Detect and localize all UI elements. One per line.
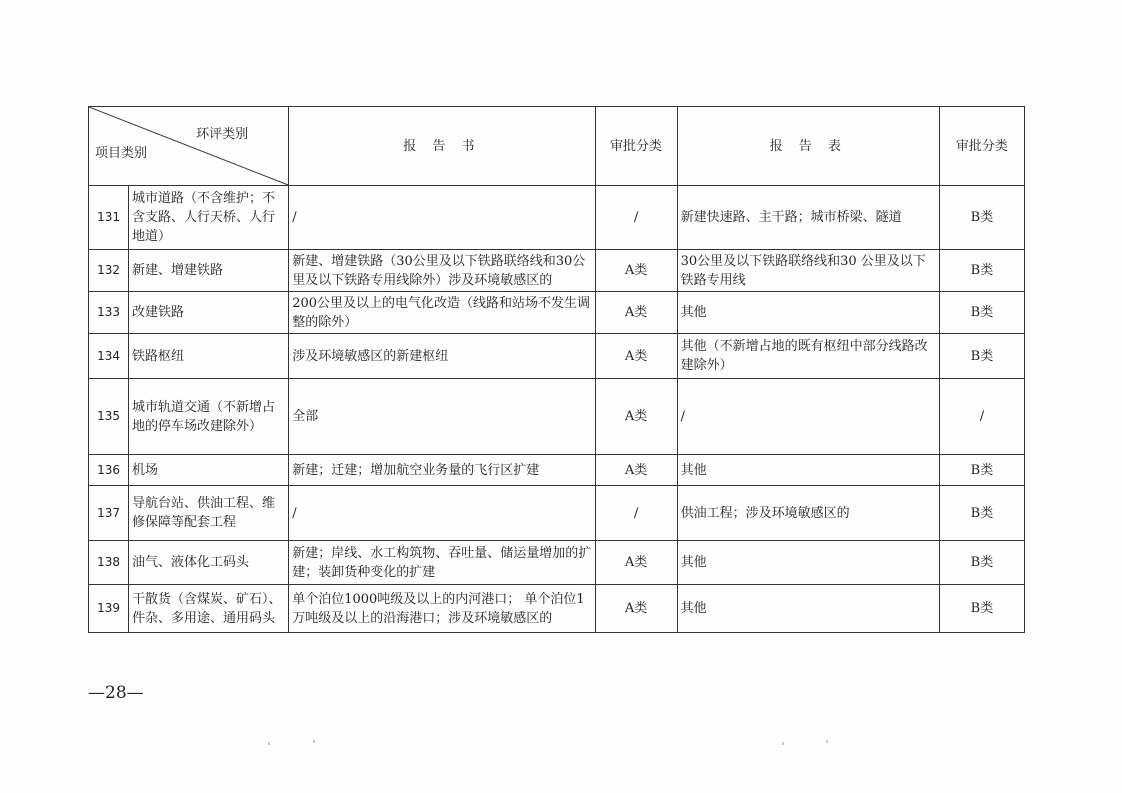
table-row	[89, 541, 1025, 585]
row-number: 139	[89, 585, 129, 633]
table-row	[89, 486, 1025, 541]
approval-class-2-cell: B类	[939, 250, 1024, 292]
scan-speck	[268, 742, 270, 745]
report-form-cell: 供油工程；涉及环境敏感区的	[677, 486, 939, 541]
approval-class-1-cell: A类	[595, 334, 677, 379]
header-report-form: 报 告 表	[677, 107, 939, 186]
environmental-category-table	[88, 106, 1025, 633]
report-book-cell: 全部	[289, 379, 595, 455]
report-form-cell: 30公里及以下铁路联络线和30 公里及以下铁路专用线	[677, 250, 939, 292]
row-number: 135	[89, 379, 129, 455]
row-number: 133	[89, 292, 129, 334]
header-eia-category: 环评类别	[196, 127, 249, 142]
project-category-cell: 城市轨道交通（不新增占地的停车场改建除外）	[129, 379, 289, 455]
header-approval-class-1: 审批分类	[595, 107, 677, 186]
approval-class-2-cell: B类	[939, 486, 1024, 541]
approval-class-2-cell: B类	[939, 334, 1024, 379]
page-number: —28—	[88, 683, 144, 703]
approval-class-1-cell: /	[595, 186, 677, 250]
report-book-cell: 涉及环境敏感区的新建枢纽	[289, 334, 595, 379]
report-form-cell: 其他	[677, 585, 939, 633]
scan-speck	[782, 742, 784, 745]
table-row	[89, 455, 1025, 486]
report-form-cell: 其他（不新增占地的既有枢纽中部分线路改建除外）	[677, 334, 939, 379]
report-form-cell: 新建快速路、主干路；城市桥梁、隧道	[677, 186, 939, 250]
report-book-cell: 新建；迁建；增加航空业务量的飞行区扩建	[289, 455, 595, 486]
header-project-category: 项目类别	[95, 146, 148, 161]
table-row	[89, 292, 1025, 334]
header-report-book: 报 告 书	[289, 107, 595, 186]
row-number: 137	[89, 486, 129, 541]
diagonal-header-cell	[89, 107, 289, 186]
approval-class-1-cell: A类	[595, 455, 677, 486]
project-category-cell: 新建、增建铁路	[129, 250, 289, 292]
approval-class-1-cell: A类	[595, 379, 677, 455]
report-form-cell: 其他	[677, 541, 939, 585]
approval-class-1-cell: A类	[595, 250, 677, 292]
table-row	[89, 334, 1025, 379]
scan-speck	[826, 740, 828, 743]
approval-class-2-cell: B类	[939, 585, 1024, 633]
row-number: 136	[89, 455, 129, 486]
project-category-cell: 城市道路（不含维护；不含支路、人行天桥、人行地道）	[129, 186, 289, 250]
scan-speck	[313, 740, 315, 743]
project-category-cell: 油气、液体化工码头	[129, 541, 289, 585]
row-number: 131	[89, 186, 129, 250]
approval-class-2-cell: B类	[939, 292, 1024, 334]
project-category-cell: 干散货（含煤炭、矿石）、件杂、多用途、通用码头	[129, 585, 289, 633]
row-number: 134	[89, 334, 129, 379]
approval-class-1-cell: A类	[595, 585, 677, 633]
table-row	[89, 250, 1025, 292]
report-book-cell: 单个泊位1000吨级及以上的内河港口； 单个泊位1万吨级及以上的沿海港口；涉及环境敏感区的	[289, 585, 595, 633]
report-form-cell: 其他	[677, 292, 939, 334]
approval-class-1-cell: A类	[595, 541, 677, 585]
project-category-cell: 铁路枢纽	[129, 334, 289, 379]
report-form-cell: /	[677, 379, 939, 455]
report-book-cell: 新建；岸线、水工构筑物、吞吐量、储运量增加的扩建；装卸货种变化的扩建	[289, 541, 595, 585]
row-number: 138	[89, 541, 129, 585]
report-form-cell: 其他	[677, 455, 939, 486]
report-book-cell: 新建、增建铁路（30公里及以下铁路联络线和30公里及以下铁路专用线除外）涉及环境敏感区的	[289, 250, 595, 292]
approval-class-1-cell: A类	[595, 292, 677, 334]
row-number: 132	[89, 250, 129, 292]
report-book-cell: 200公里及以上的电气化改造（线路和站场不发生调整的除外）	[289, 292, 595, 334]
approval-class-2-cell: B类	[939, 541, 1024, 585]
approval-class-2-cell: B类	[939, 455, 1024, 486]
table-body	[89, 186, 1025, 633]
project-category-cell: 机场	[129, 455, 289, 486]
project-category-cell: 改建铁路	[129, 292, 289, 334]
table-row	[89, 585, 1025, 633]
approval-class-1-cell: /	[595, 486, 677, 541]
project-category-cell: 导航台站、供油工程、维修保障等配套工程	[129, 486, 289, 541]
report-book-cell: /	[289, 186, 595, 250]
table-header-row	[89, 107, 1025, 186]
approval-class-2-cell: B类	[939, 186, 1024, 250]
report-book-cell: /	[289, 486, 595, 541]
table-row	[89, 379, 1025, 455]
approval-class-2-cell: /	[939, 379, 1024, 455]
header-approval-class-2: 审批分类	[939, 107, 1024, 186]
table-row	[89, 186, 1025, 250]
